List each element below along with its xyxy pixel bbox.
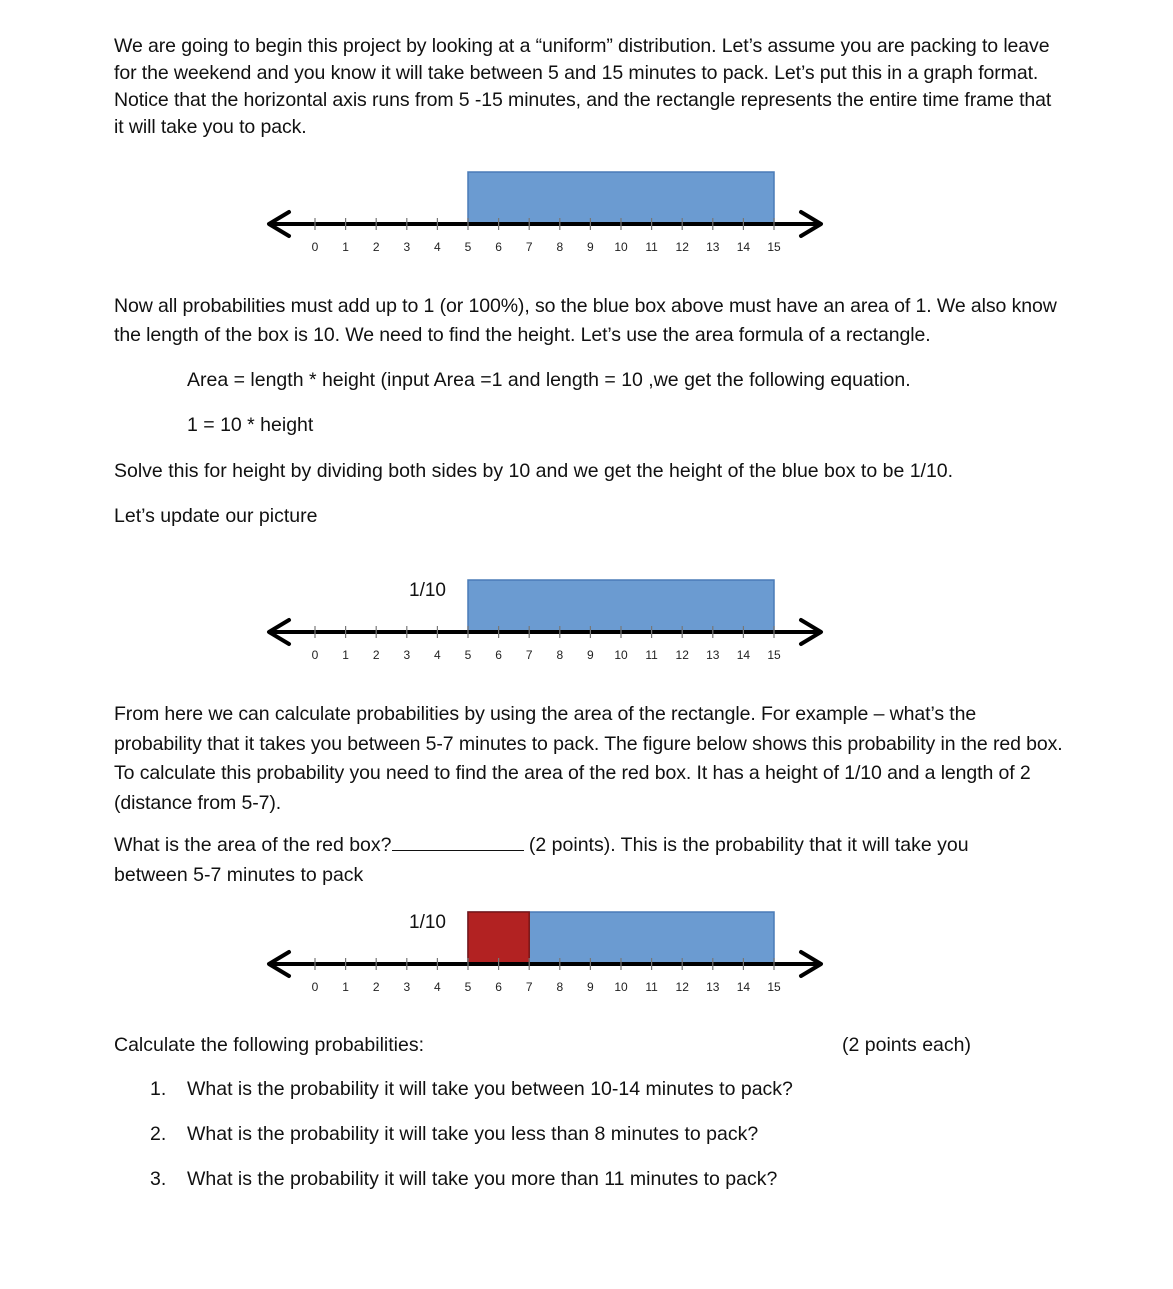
tick-label: 12 — [675, 980, 689, 994]
equation-height: 1 = 10 * height — [187, 414, 314, 436]
answer-blank[interactable] — [392, 832, 524, 851]
tick-label: 6 — [495, 648, 502, 662]
tick-label: 11 — [645, 240, 658, 254]
tick-label: 4 — [434, 240, 441, 254]
tick-label: 13 — [706, 980, 720, 994]
intro-paragraph: We are going to begin this project by looking at a “uniform” distribution. Let’s assume you are packing to leave for the weekend and you know it will take between 5 and 15 minutes to pack. Let’s put this in a graph format. Notice that the horizontal axis runs from 5 -15 minutes, and the rectangle represents the entire time frame that it will take you to pack. — [114, 35, 1052, 138]
red-box-question — [114, 832, 969, 859]
tick-label: 7 — [525, 648, 533, 662]
tick-label: 5 — [464, 980, 472, 994]
tick-label: 0 — [311, 980, 319, 994]
tick-label: 0 — [311, 648, 319, 662]
height-label: 1/10 — [409, 912, 446, 933]
tick-label: 15 — [767, 240, 781, 254]
number-line-figure-2 — [255, 568, 845, 678]
height-label: 1/10 — [409, 580, 446, 601]
equation-area: Area = length * height (input Area =1 and length = 10 ,we get the following equation. — [187, 369, 911, 391]
tick-label: 9 — [587, 648, 594, 662]
tick-label: 10 — [614, 980, 628, 994]
question-item — [150, 1121, 793, 1166]
tick-label: 5 — [464, 240, 472, 254]
tick-label: 0 — [311, 240, 319, 254]
example-paragraph: From here we can calculate probabilities by using the area of the rectangle. For example – what’s the probability that it takes you between 5-7 minutes to pack. The figure below shows this probability in the red box. To calculate this probability you need to find the area of the red box. It has a height of 1/10 and a length of 2 (distance from 5-7). — [114, 703, 1063, 814]
red-box-question-suffix: (2 points). This is the probability that it will take you — [523, 834, 969, 856]
tick-label: 7 — [525, 980, 533, 994]
tick-label: 3 — [403, 980, 411, 994]
tick-label: 13 — [706, 648, 720, 662]
tick-label: 1 — [342, 980, 349, 994]
tick-label: 4 — [434, 648, 441, 662]
tick-label: 8 — [556, 240, 564, 254]
tick-label: 3 — [403, 648, 411, 662]
tick-label: 14 — [736, 980, 751, 994]
red-box-question-prefix: What is the area of the red box? — [114, 834, 392, 856]
blue-probability-box — [468, 580, 774, 632]
question-item — [150, 1166, 793, 1211]
question-text: What is the probability it will take you more than 11 minutes to pack? — [187, 1168, 778, 1190]
tick-label: 1 — [342, 648, 349, 662]
question-list — [150, 1076, 793, 1211]
probability-paragraph: Now all probabilities must add up to 1 (or 100%), so the blue box above must have an area of 1. We also know the length of the box is 10. We need to find the height. Let’s use the area formula of a rectangle. — [114, 295, 1057, 346]
tick-label: 12 — [675, 648, 689, 662]
question-number: 1. — [150, 1078, 167, 1100]
tick-label: 5 — [464, 648, 472, 662]
tick-label: 14 — [736, 240, 751, 254]
tick-label: 15 — [767, 648, 781, 662]
points-each: (2 points each) — [842, 1034, 971, 1056]
calculate-heading: Calculate the following probabilities: — [114, 1034, 425, 1056]
tick-label: 11 — [645, 648, 658, 662]
tick-label: 9 — [587, 980, 594, 994]
tick-label: 3 — [403, 240, 411, 254]
tick-label: 2 — [372, 240, 380, 254]
tick-label: 10 — [614, 648, 628, 662]
tick-label: 2 — [372, 648, 380, 662]
tick-label: 14 — [736, 648, 751, 662]
tick-label: 6 — [495, 240, 502, 254]
tick-label: 11 — [645, 980, 658, 994]
tick-label: 13 — [706, 240, 720, 254]
red-box-question-continuation: between 5-7 minutes to pack — [114, 864, 364, 886]
tick-label: 6 — [495, 980, 502, 994]
tick-label: 9 — [587, 240, 594, 254]
question-number: 3. — [150, 1168, 167, 1190]
tick-label: 1 — [342, 240, 349, 254]
number-line-figure-1 — [255, 160, 845, 270]
tick-label: 8 — [556, 980, 564, 994]
tick-label: 2 — [372, 980, 380, 994]
question-number: 2. — [150, 1123, 167, 1145]
update-text: Let’s update our picture — [114, 505, 318, 527]
tick-label: 10 — [614, 240, 628, 254]
red-probability-box — [468, 912, 529, 964]
tick-label: 4 — [434, 980, 441, 994]
question-text: What is the probability it will take you less than 8 minutes to pack? — [187, 1123, 759, 1145]
blue-probability-box — [468, 172, 774, 224]
number-line-figure-3 — [255, 900, 845, 1010]
solve-paragraph: Solve this for height by dividing both sides by 10 and we get the height of the blue box to be 1/10. — [114, 460, 954, 482]
tick-label: 8 — [556, 648, 564, 662]
tick-label: 15 — [767, 980, 781, 994]
tick-label: 7 — [525, 240, 533, 254]
question-text: What is the probability it will take you between 10-14 minutes to pack? — [187, 1078, 793, 1100]
tick-label: 12 — [675, 240, 689, 254]
question-item — [150, 1076, 793, 1121]
